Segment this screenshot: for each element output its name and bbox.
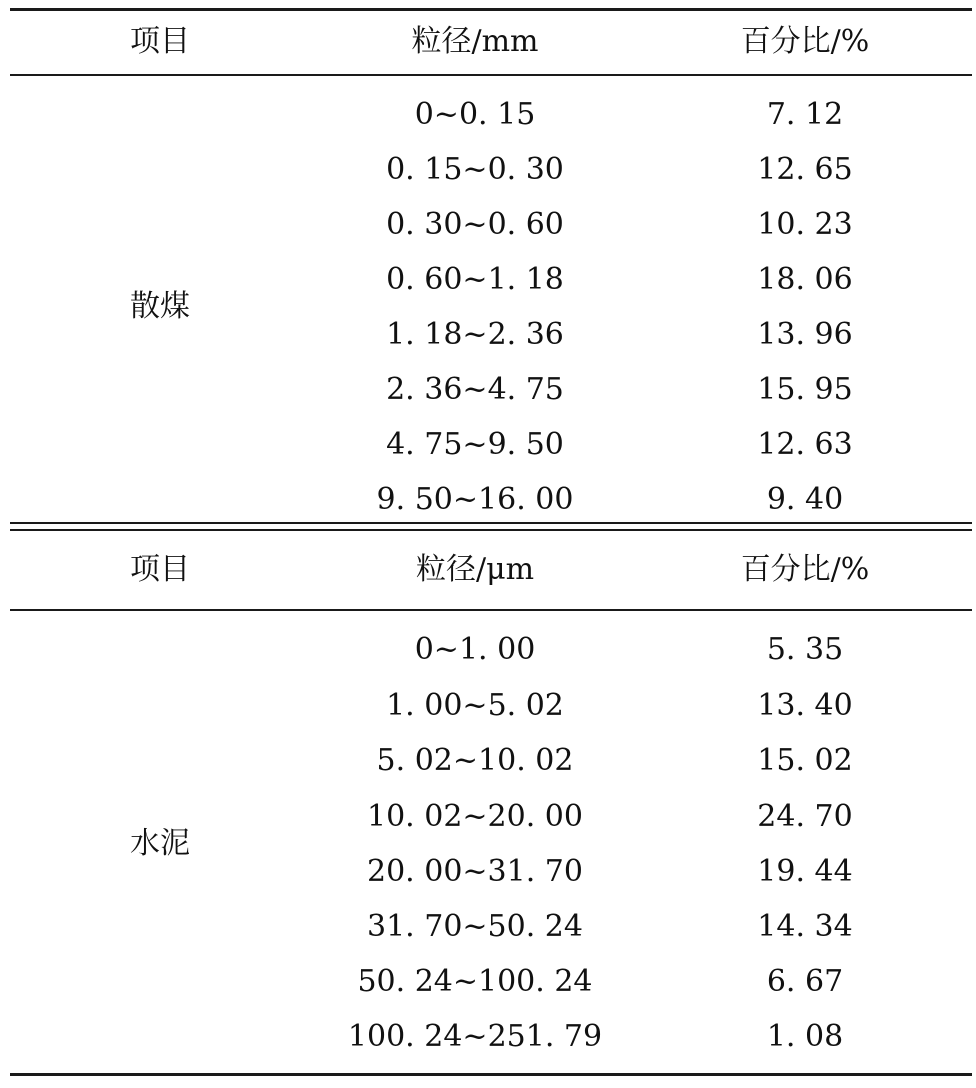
size-cell: 1. 18~2. 36 [386, 317, 564, 352]
size-cell: 20. 00~31. 70 [367, 854, 583, 889]
table-row [10, 678, 972, 733]
group-label-cement: 水泥 [130, 826, 190, 861]
section-divider-bottom [10, 529, 972, 531]
percent-cell: 15. 95 [757, 372, 853, 407]
table-header [10, 542, 972, 602]
percent-cell: 10. 23 [757, 207, 853, 242]
table-row [10, 142, 972, 197]
percent-cell: 7. 12 [766, 97, 844, 132]
percent-cell: 13. 40 [757, 688, 853, 723]
table-row [10, 789, 972, 844]
table-row [10, 954, 972, 1009]
percent-cell: 5. 35 [766, 632, 844, 667]
size-cell: 9. 50~16. 00 [376, 482, 574, 517]
table-row [10, 417, 972, 472]
table-row [10, 1009, 972, 1064]
percent-cell: 1. 08 [766, 1019, 844, 1054]
header-rule-2 [10, 609, 972, 611]
percent-cell: 15. 02 [757, 743, 853, 778]
percent-cell: 12. 63 [757, 427, 853, 462]
size-cell: 50. 24~100. 24 [357, 964, 593, 999]
size-cell: 4. 75~9. 50 [386, 427, 564, 462]
header-size: 粒径/mm [411, 24, 539, 59]
size-cell: 0. 15~0. 30 [386, 152, 564, 187]
percent-cell: 14. 34 [757, 909, 853, 944]
header-item: 项目 [130, 24, 190, 59]
group-label-coal: 散煤 [130, 289, 190, 324]
percent-cell: 18. 06 [757, 262, 853, 297]
header-size: 粒径/μm [415, 552, 535, 587]
percent-cell: 13. 96 [757, 317, 853, 352]
size-cell: 31. 70~50. 24 [367, 909, 583, 944]
size-cell: 0. 60~1. 18 [386, 262, 564, 297]
percent-cell: 6. 67 [766, 964, 844, 999]
percent-cell: 19. 44 [757, 854, 853, 889]
size-cell: 5. 02~10. 02 [376, 743, 574, 778]
table-row [10, 899, 972, 954]
size-cell: 10. 02~20. 00 [367, 799, 583, 834]
header-rule-1 [10, 74, 972, 76]
table-row [10, 197, 972, 252]
table-row [10, 252, 972, 307]
table-row [10, 362, 972, 417]
table-row [10, 844, 972, 899]
header-percent: 百分比/% [740, 24, 870, 59]
top-rule [10, 8, 972, 11]
table-row [10, 307, 972, 362]
table-header [10, 14, 972, 74]
header-percent: 百分比/% [740, 552, 870, 587]
size-cell: 0. 30~0. 60 [386, 207, 564, 242]
size-cell: 100. 24~251. 79 [347, 1019, 603, 1054]
table-row [10, 472, 972, 527]
percent-cell: 12. 65 [757, 152, 853, 187]
bottom-rule [10, 1073, 972, 1076]
percent-cell: 24. 70 [757, 799, 853, 834]
size-cell: 2. 36~4. 75 [386, 372, 564, 407]
table-row [10, 733, 972, 788]
table-row [10, 87, 972, 142]
percent-cell: 9. 40 [766, 482, 844, 517]
size-cell: 1. 00~5. 02 [386, 688, 564, 723]
table-row [10, 622, 972, 677]
header-item: 项目 [130, 552, 190, 587]
size-cell: 0~0. 15 [414, 97, 536, 132]
size-cell: 0~1. 00 [414, 632, 536, 667]
